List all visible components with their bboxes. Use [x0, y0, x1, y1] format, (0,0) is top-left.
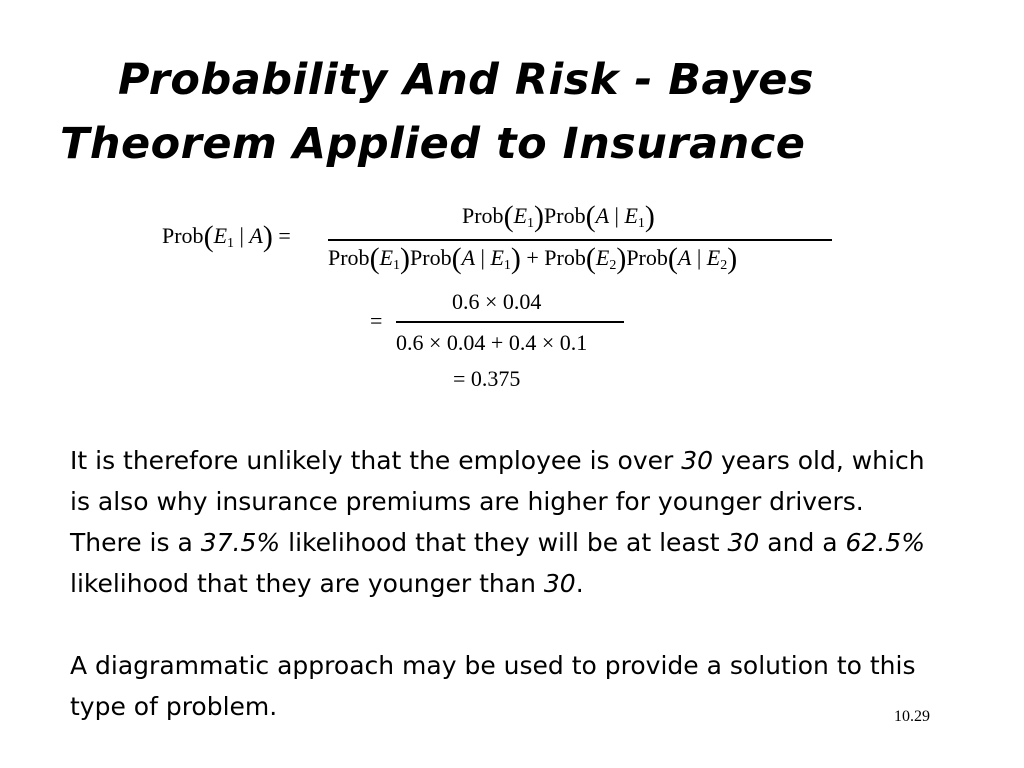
paragraph-conclusion	[70, 440, 930, 604]
paragraph-text: likelihood that they will be at least	[280, 528, 728, 557]
age-value: 30	[727, 528, 760, 557]
formula-lhs: $Prob(E_1$ | A) =	[162, 220, 291, 253]
formula-step2-fraction-line	[396, 321, 624, 323]
formula-denominator: $Prob(E_1)Prob(A$ | $E_1$) + $Prob(E_2)Prob(A$ | $E_2$)	[328, 242, 738, 275]
slide-title-line-1: Probability And Risk - Bayes	[118, 55, 815, 105]
body-text	[70, 440, 930, 727]
formula-fraction-line	[328, 239, 832, 241]
probability-value: 62.5%	[845, 528, 925, 557]
paragraph-text: likelihood that they are younger than	[70, 569, 544, 598]
slide-number: 10.29	[894, 708, 930, 725]
paragraph-text: .	[575, 569, 584, 598]
formula-step2-numerator: 0.6 × 0.04	[452, 289, 542, 314]
age-value: 30	[543, 569, 576, 598]
paragraph-diagrammatic: A diagrammatic approach may be used to provide a solution to this type of problem.	[70, 651, 916, 721]
formula-step2-equals: =	[370, 308, 383, 333]
paragraph-text: years old, which is also why insurance premiums are higher for younger drivers. There is a	[70, 446, 925, 557]
slide-title	[40, 48, 984, 176]
paragraph-text: It is therefore unlikely that the employee is over	[70, 446, 682, 475]
formula-numerator: $Prob(E_1)Prob(A$ | $E_1$)	[462, 200, 655, 233]
formula-result: = 0.375	[453, 366, 521, 391]
probability-value: 37.5%	[200, 528, 281, 557]
slide-title-line-2: Theorem Applied to Insurance	[60, 119, 806, 169]
paragraph-text: and a	[759, 528, 846, 557]
age-value: 30	[681, 446, 714, 475]
formula-step2-denominator: 0.6 × 0.04 + 0.4 × 0.1	[396, 330, 588, 355]
